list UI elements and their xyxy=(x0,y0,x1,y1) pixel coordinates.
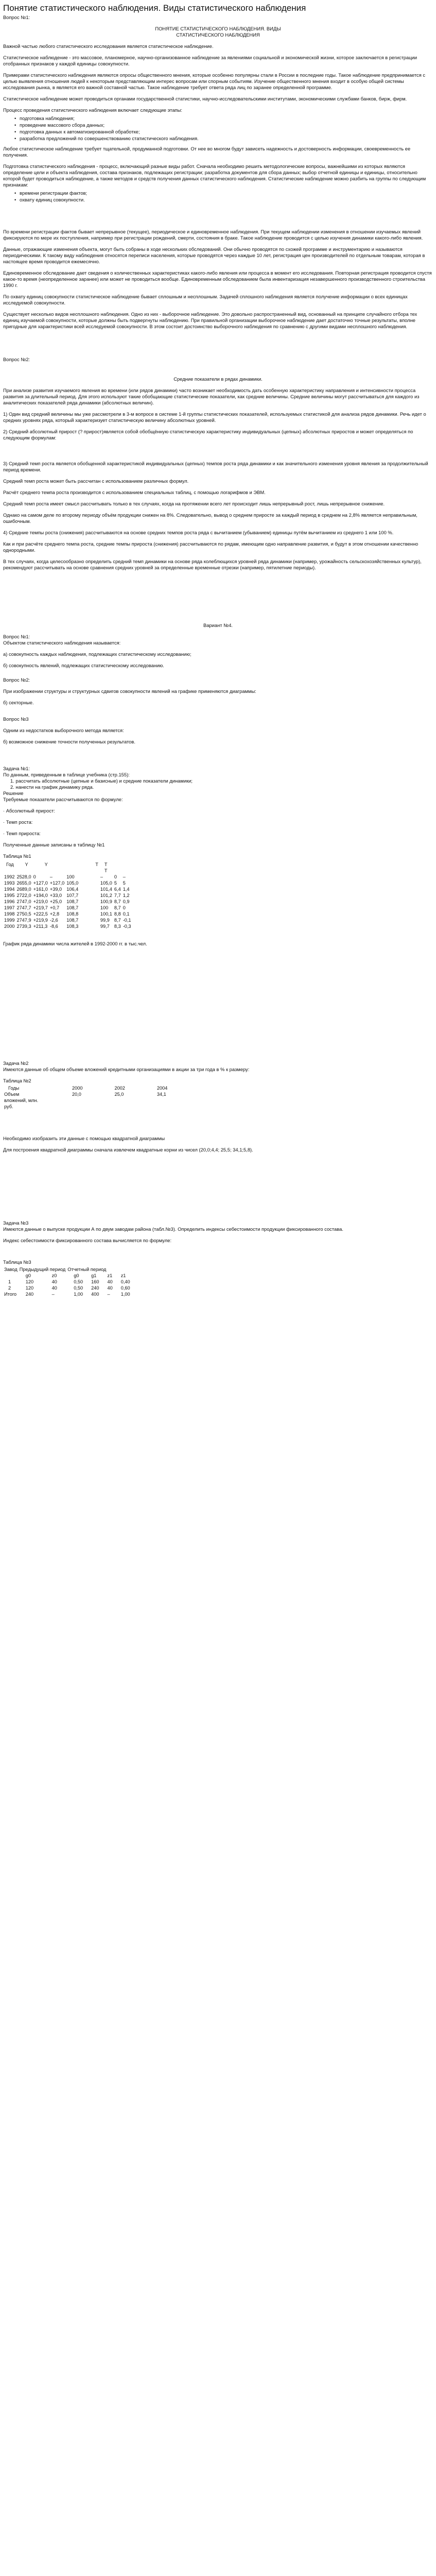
table-cell: 400 xyxy=(91,1292,99,1297)
answer: б) возможное снижение точности полученных результатов. xyxy=(3,739,135,744)
question-label: Вопрос №1: xyxy=(3,634,30,639)
table-cell: 7,7 xyxy=(114,893,121,898)
list-item: • времени регистрации фактов; xyxy=(14,190,433,196)
table-cell: +0,7 xyxy=(49,905,60,910)
table-cell: 1999 xyxy=(4,918,15,923)
table-row xyxy=(3,905,132,911)
table-header-cell: 2002 xyxy=(114,1086,125,1091)
paragraph: Статистическое наблюдение - это массовое, планомерное, научно-организованное наблюдение за явлениями социальной и экономической жизни, которое заключается в регистрации отобранных признаков у каждой единицы совокупности. xyxy=(3,55,417,66)
table-cell: 1995 xyxy=(4,893,15,898)
page-title: Понятие статистического наблюдения. Виды статистического наблюдения xyxy=(3,3,306,13)
table-cell: 101,2 xyxy=(100,893,112,898)
paragraph: В тех случаях, когда целесообразно определить средний темп динамики на основе ряда колеблющихся уровней ряда динамики (например, урожайность сельскохозяйственных культур), рекомендуют рассчитывать на основе сравнения средних уровней за определенные временные отрезки (например, пятилетние периоды). xyxy=(3,558,422,570)
table-cell: 101,4 xyxy=(100,887,112,892)
table-cell: 20,0 xyxy=(72,1092,81,1097)
table-cell: 8,7 xyxy=(114,899,121,904)
table-cell: Объем вложений, млн. руб. xyxy=(4,1092,39,1109)
task-label: Задача №1: xyxy=(3,766,30,771)
table-cell: 105,0 xyxy=(100,880,112,886)
table-header-cell: z1 xyxy=(107,1273,113,1278)
section-heading: ПОНЯТИЕ СТАТИСТИЧЕСКОГО НАБЛЮДЕНИЯ. ВИДЫ xyxy=(155,26,281,31)
table-cell: 8,3 xyxy=(114,924,121,929)
question-label: Вопрос №2: xyxy=(3,677,30,683)
table-cell: 8,7 xyxy=(114,918,121,923)
table-header-cell: Y xyxy=(44,862,48,867)
table-cell: 2722,0 xyxy=(16,893,31,898)
table-cell: 0,40 xyxy=(120,1279,130,1284)
table-cell: 120 xyxy=(25,1285,34,1291)
table-cell: 108,3 xyxy=(66,924,79,929)
table-cell: 0,50 xyxy=(74,1279,83,1284)
table-row xyxy=(3,1279,131,1285)
table-cell: 1998 xyxy=(4,911,15,917)
table-cell: 34,1 xyxy=(156,1092,166,1097)
table-cell: 2000 xyxy=(4,924,15,929)
answer-option: б) совокупность явлений, подлежащих статистическому исследованию. xyxy=(3,663,164,668)
table-cell: – xyxy=(123,874,126,879)
table-label: Таблица №1 xyxy=(3,853,31,859)
table-cell: 1 xyxy=(8,1279,11,1284)
table-cell: 99,7 xyxy=(100,924,110,929)
section-heading: СТАТИСТИЧЕСКОГО НАБЛЮДЕНИЯ xyxy=(176,32,260,38)
paragraph: 3) Средний темп роста является обобщенной характеристикой индивидуальных (цепных) темпов роста ряда динамики и как значительного изменения уровня явления за продолжительный период времени. xyxy=(3,461,428,472)
table-cell: +161,0 xyxy=(33,887,48,892)
table-row xyxy=(3,886,132,892)
paragraph: Однако на самом деле по второму периоду объём продукции снижен на 8%. Следовательно, вывод о среднем приросте за каждый период в среднем на 2,8% является неправильным, ошибочным. xyxy=(3,512,417,524)
chart-caption: График ряда динамики числа жителей в 1992-2000 гг. в тыс.чел. xyxy=(3,941,147,946)
task-label: Задача №3 xyxy=(3,1220,29,1226)
table-cell: 107,7 xyxy=(66,893,79,898)
paragraph: Примерами статистического наблюдения являются опросы общественного мнения, которые особенно популярны стали в России в последние годы. Такое наблюдение предпринимается с целью выявления отношения людей к некоторым представляющим интерес вопросам или спорным событиям. Изучение общественного мнения входит в особую общей системы исследования рынка, в является его важной составной частью. Такое наблюдение требует ответа ряда лиц по заранее определенной программе. xyxy=(3,72,426,90)
table-cell: 1994 xyxy=(4,887,15,892)
paragraph: 4) Средние темпы роста (снижения) рассчитываются на основе средних темпов роста ряда с вычитанием (убыванием) единицы путём вычитанием из среднего 1 или 100 %. xyxy=(3,530,394,535)
paragraph: Данные, отражающие изменения объекта, могут быть собраны в ходе нескольких обследований. Они обычно проводятся по схожей программе и инструментарию и называются периодическими. К такому виду наблюдения относятся переписи населения, которые проводятся через каждые 10 лет, регистрация цен производителей по отдельным товарам, которая в настоящее время проводится ежемесячно. xyxy=(3,246,425,264)
list-item: • подготовка наблюдения; xyxy=(14,115,433,122)
table-label: Таблица №2 xyxy=(3,1078,31,1083)
table-cell: +194,0 xyxy=(33,893,48,898)
table-row xyxy=(3,899,132,905)
table-label: Таблица №3 xyxy=(3,1259,31,1265)
table-header-cell: z0 xyxy=(51,1273,57,1278)
paragraph: Расчёт среднего темпа роста производится с использованием специальных таблиц, с помощью логарифмов и ЭВМ. xyxy=(3,489,266,495)
list-item: 2. нанести на график динамику ряда. xyxy=(10,784,94,790)
table-header-row xyxy=(3,1266,131,1273)
table-cell: 240 xyxy=(25,1292,34,1297)
table-cell: 0,1 xyxy=(123,911,130,917)
table-cell: -8,6 xyxy=(49,924,58,929)
table-header-cell: g1 xyxy=(91,1273,97,1278)
table-cell: 2750,5 xyxy=(16,911,31,917)
table-header-cell: 2000 xyxy=(72,1086,83,1091)
table-cell: -0,3 xyxy=(123,924,131,929)
table-cell: 8,8 xyxy=(114,911,121,917)
table-cell: – xyxy=(100,874,103,879)
table-row xyxy=(3,911,132,917)
formula-label: · Темп роста: xyxy=(3,819,33,825)
table-cell: +127,0 xyxy=(49,880,65,886)
list-item: • проведение массового сбора данных; xyxy=(14,122,433,128)
paragraph: Средний темп роста может быть рассчитан с использованием различных формул. xyxy=(3,478,189,484)
table-cell: 40 xyxy=(51,1279,57,1284)
answer: б) секторные. xyxy=(3,700,34,705)
table-cell: 1,00 xyxy=(74,1292,83,1297)
table-cell: 1,00 xyxy=(120,1292,130,1297)
table-cell: 0 xyxy=(123,905,126,910)
table-cell: 108,7 xyxy=(66,905,79,910)
table-cell: 0,9 xyxy=(123,899,130,904)
table-cell: 240 xyxy=(91,1285,99,1291)
paragraph: Имеются данные об общем объеме вложений кредитными организациями в акции за три года в % к размеру: xyxy=(3,1066,250,1072)
paragraph: Как и при расчёте среднего темпа роста, средние темпы прироста (снижения) рассчитываются по рядам, имеющим одно направление развития, и будут в этом отношении качественно однородными. xyxy=(3,541,418,553)
paragraph: Существует несколько видов несплошного наблюдения. Одно из них - выборочное наблюдение. Это довольно распространенный вид, основанный на принципе случайного отбора тех единиц изучаемой совокупности, которые должны быть подвергнуты наблюдению. При правильной организации выборочное наблюдение дает достаточно точные результаты, вполне пригодные для характеристики всей исследуемой совокупности. В этом состоит достоинство выборочного наблюдения по сравнению с другими видами несплошного наблюдения. xyxy=(3,311,417,329)
list-item: • подготовка данных к автоматизированной обработке; xyxy=(14,129,433,135)
table-cell: 6,4 xyxy=(114,887,121,892)
table-cell: 2747,9 xyxy=(16,918,31,923)
table-row xyxy=(3,1091,168,1110)
section-heading: Средние показатели в рядах динамики. xyxy=(173,376,263,382)
table-cell: 100 xyxy=(100,905,109,910)
table-cell: 40 xyxy=(107,1279,113,1284)
document-body xyxy=(0,14,436,1297)
paragraph: Объектом статистического наблюдения называется: xyxy=(3,640,121,646)
table-cell: +219,0 xyxy=(33,899,48,904)
table-cell: +2,8 xyxy=(49,911,60,917)
solution-label: Решение xyxy=(3,790,24,796)
formula-label: · Абсолютный прирост: xyxy=(3,808,55,814)
groups-list xyxy=(14,190,433,203)
paragraph: Имеются данные о выпуске продукции А по двум заводам района (табл.№3). Определить индексы себестоимости продукции фиксированного состава. xyxy=(3,1226,343,1232)
table-cell: +33,0 xyxy=(49,893,62,898)
table-1 xyxy=(3,861,132,929)
table-row xyxy=(3,917,132,923)
paragraph: Подготовка статистического наблюдения - процесс, включающий разные виды работ. Сначала необходимо решить методологические вопросы, важнейшими из которых являются определение цели и объекта наблюдения, состава признаков, подлежащих регистрации; разработка документов для сбора данных; выбор отчетной единицы и единицы, относительно которой будет проводиться наблюдение, а также методов и средств получения данных статистического наблюдения. Статистические наблюдение можно разбить на группы по следующим признакам: xyxy=(3,163,426,188)
formula-label: · Темп прироста: xyxy=(3,831,41,836)
table-cell: 5 xyxy=(114,880,117,886)
table-cell: 160 xyxy=(91,1279,99,1284)
answer-option: а) совокупность каждых наблюдения, подлежащих статистическому исследованию; xyxy=(3,651,191,657)
paragraph: По времени регистрации фактов бывает непрерывное (текущее), периодическое и единовременное наблюдения. При текущем наблюдении изменения в отношении изучаемых явлений фиксируются по мере их поступления, например при регистрации рождений, смерти, состояния в браке. Такое наблюдение проводится с целью изучения динамики какого-либо явления. xyxy=(3,229,423,241)
table-cell: 25,0 xyxy=(114,1092,124,1097)
table-cell: 108,7 xyxy=(66,918,79,923)
table-row xyxy=(3,880,132,886)
paragraph: Для построения квадратной диаграммы сначала извлечем квадратные корни из чисел (20,0;4,4; 25,5; 34,1;5,8). xyxy=(3,1147,253,1153)
table-header-cell: Год xyxy=(6,862,14,867)
paragraph: Процесс проведения статистического наблюдения включает следующие этапы: xyxy=(3,107,182,113)
table-row xyxy=(3,923,132,929)
paragraph: Средний темп роста имеет смысл рассчитывать только в тех случаях, когда на протяжении всего лет происходит лишь непрерывный рост, лишь непрерывное снижение. xyxy=(3,501,385,506)
table-cell: 120 xyxy=(25,1279,34,1284)
paragraph: Одним из недостатков выборочного метода является: xyxy=(3,727,124,733)
paragraph: По данным, приведенным в таблице учебника (стр.155): xyxy=(3,772,130,777)
table-2 xyxy=(3,1085,168,1110)
table-row xyxy=(3,1285,131,1291)
table-cell: 1993 xyxy=(4,880,15,886)
table-cell: 108,7 xyxy=(66,899,79,904)
table-cell: 105,0 xyxy=(66,880,79,886)
table-cell: 0 xyxy=(114,874,117,879)
table-row xyxy=(3,874,132,880)
paragraph: При изображении структуры и структурных сдвигов совокупности явлений на графике применяются диаграммы: xyxy=(3,688,256,694)
table-cell: +219,9 xyxy=(33,918,48,923)
table-cell: 1996 xyxy=(4,899,15,904)
paragraph: Любое статистическое наблюдение требует тщательной, продуманной подготовки. От нее во многом будут зависеть надежность и достоверность информации, своевременность ее получения. xyxy=(3,146,411,158)
table-cell: -0,1 xyxy=(123,918,131,923)
paragraph: 2) Средний абсолютный прирост (? прирост)является собой обобщённую статистическую характеристику индивидуальных (цепных) абсолютных приростов и может определяться по следующим формулам: xyxy=(3,429,413,440)
table-header-cell: Завод xyxy=(4,1267,18,1272)
table-header-cell: Т xyxy=(95,862,98,867)
table-cell: Итого xyxy=(4,1292,17,1297)
table-header-cell: g0 xyxy=(25,1273,31,1278)
table-3 xyxy=(3,1266,131,1297)
table-header-row xyxy=(3,1085,168,1091)
table-cell: +25,0 xyxy=(49,899,62,904)
table-cell: +211,3 xyxy=(33,924,48,929)
table-header-cell: Отчетный период xyxy=(67,1267,107,1272)
list-item: 1. рассчитать абсолютные (цепные и базисные) и средние показатели динамики; xyxy=(10,778,193,784)
paragraph: Единовременное обследование дает сведения о количественных характеристиках какого-либо явления или процесса в момент его исследования. Повторная регистрация проводится спустя какое-то время (неопределенное заранее) или может не проводиться вообще. Единовременным обследованием была инвентаризация незавершенного производственного строительства 1990 г. xyxy=(3,270,432,288)
table-header-cell: z1 xyxy=(120,1273,126,1278)
table-cell: 2739,3 xyxy=(16,924,31,929)
table-cell: +39,0 xyxy=(49,887,62,892)
paragraph: Необходимо изобразить эти данные с помощью квадратной диаграммы xyxy=(3,1136,165,1141)
question-label: Вопрос №1: xyxy=(3,14,30,20)
table-cell: +127,0 xyxy=(33,880,48,886)
table-cell: 1,2 xyxy=(123,893,130,898)
table-cell: 2528,0 xyxy=(16,874,31,879)
table-header-cell: Годы xyxy=(8,1086,20,1091)
table-cell: 0,60 xyxy=(120,1285,130,1291)
paragraph: Индекс себестоимости фиксированного состава вычисляется по формуле: xyxy=(3,1238,172,1243)
paragraph: Статистическое наблюдение может проводиться органами государственной статистики, научно-исследовательскими институтами, экономическими службами банков, бирж, фирм. xyxy=(3,96,407,101)
paragraph: Полученные данные записаны в таблицу №1 xyxy=(3,842,105,848)
table-cell: 1992 xyxy=(4,874,15,879)
table-cell: 1997 xyxy=(4,905,15,910)
table-header-row xyxy=(3,868,132,874)
table-row xyxy=(3,892,132,899)
table-cell: 2 xyxy=(8,1285,11,1291)
table-cell: 0 xyxy=(33,874,36,879)
table-header-cell: g0 xyxy=(74,1273,79,1278)
table-cell: 2689,0 xyxy=(16,887,31,892)
question-label: Вопрос №2: xyxy=(3,357,30,362)
table-cell: 1,4 xyxy=(123,887,130,892)
paragraph: 1) Один вид средний величины мы уже рассмотрели в 3-м вопросе в системе 1-й группы статистических показателей, используемых статистикой для анализа рядов динамики. Речь идет о средних уровнях ряда, который характеризует статистическую величину абсолютных уровней. xyxy=(3,411,426,423)
table-header-cell xyxy=(49,861,65,868)
table-header-cell: Y xyxy=(25,862,28,867)
table-cell: – xyxy=(51,1292,55,1297)
paragraph: По охвату единиц совокупности статистическое наблюдение бывает сплошным и несплошным. Задачей сплошного наблюдения является получение информации о всех единицах исследуемой совокупности. xyxy=(3,294,408,306)
table-header-cell: Предыдущий период xyxy=(19,1267,66,1272)
list-item: • охвату единиц совокупности. xyxy=(14,197,433,203)
table-cell: 100,1 xyxy=(100,911,112,917)
table-header-row xyxy=(3,1273,131,1279)
table-cell: 108,8 xyxy=(66,911,79,917)
table-row xyxy=(3,1291,131,1297)
table-cell: 100,9 xyxy=(100,899,112,904)
table-cell: -2,6 xyxy=(49,918,58,923)
table-cell: 40 xyxy=(51,1285,57,1291)
paragraph: При анализе развития изучаемого явления во времени (или рядов динамики) часто возникает необходимость дать особенную характеристику направления и интенсивности процесса развития за длительный период. Для этого используют такие обобщающие статистические показатели, как средние величины. Средние величины могут рассчитываться для каждого из аналитических показателей ряда динамики (абсолютных величин). xyxy=(3,387,420,405)
table-cell: 0,50 xyxy=(74,1285,83,1291)
table-cell: 106,4 xyxy=(66,887,79,892)
table-header-cell: Т xyxy=(104,868,108,873)
table-cell: +219,7 xyxy=(33,905,48,910)
table-cell: +222,5 xyxy=(33,911,48,917)
paragraph: Требуемые показатели рассчитываются по формуле: xyxy=(3,796,123,802)
table-header-row xyxy=(3,861,132,868)
table-cell: 100 xyxy=(66,874,75,879)
list-item: • разработка предложений по совершенствованию статистического наблюдения. xyxy=(14,135,433,142)
table-cell: 2655,0 xyxy=(16,880,31,886)
table-header-cell: Т xyxy=(104,862,108,867)
table-cell: 2747,7 xyxy=(16,905,31,910)
variant-label: Вариант №4. xyxy=(203,622,233,628)
table-cell: 2747,0 xyxy=(16,899,31,904)
table-cell: 40 xyxy=(107,1285,113,1291)
task-label: Задача №2 xyxy=(3,1060,29,1066)
table-cell: 99,9 xyxy=(100,918,110,923)
table-cell: 5 xyxy=(123,880,126,886)
stages-list xyxy=(14,115,433,142)
paragraph: Важной частью любого статистического исследования является статистическое наблюдение. xyxy=(3,43,214,49)
question-label: Вопрос №3 xyxy=(3,716,29,722)
table-header-cell: 2004 xyxy=(156,1086,168,1091)
table-cell: – xyxy=(107,1292,110,1297)
table-cell: 8,7 xyxy=(114,905,121,910)
table-cell: – xyxy=(49,874,53,879)
